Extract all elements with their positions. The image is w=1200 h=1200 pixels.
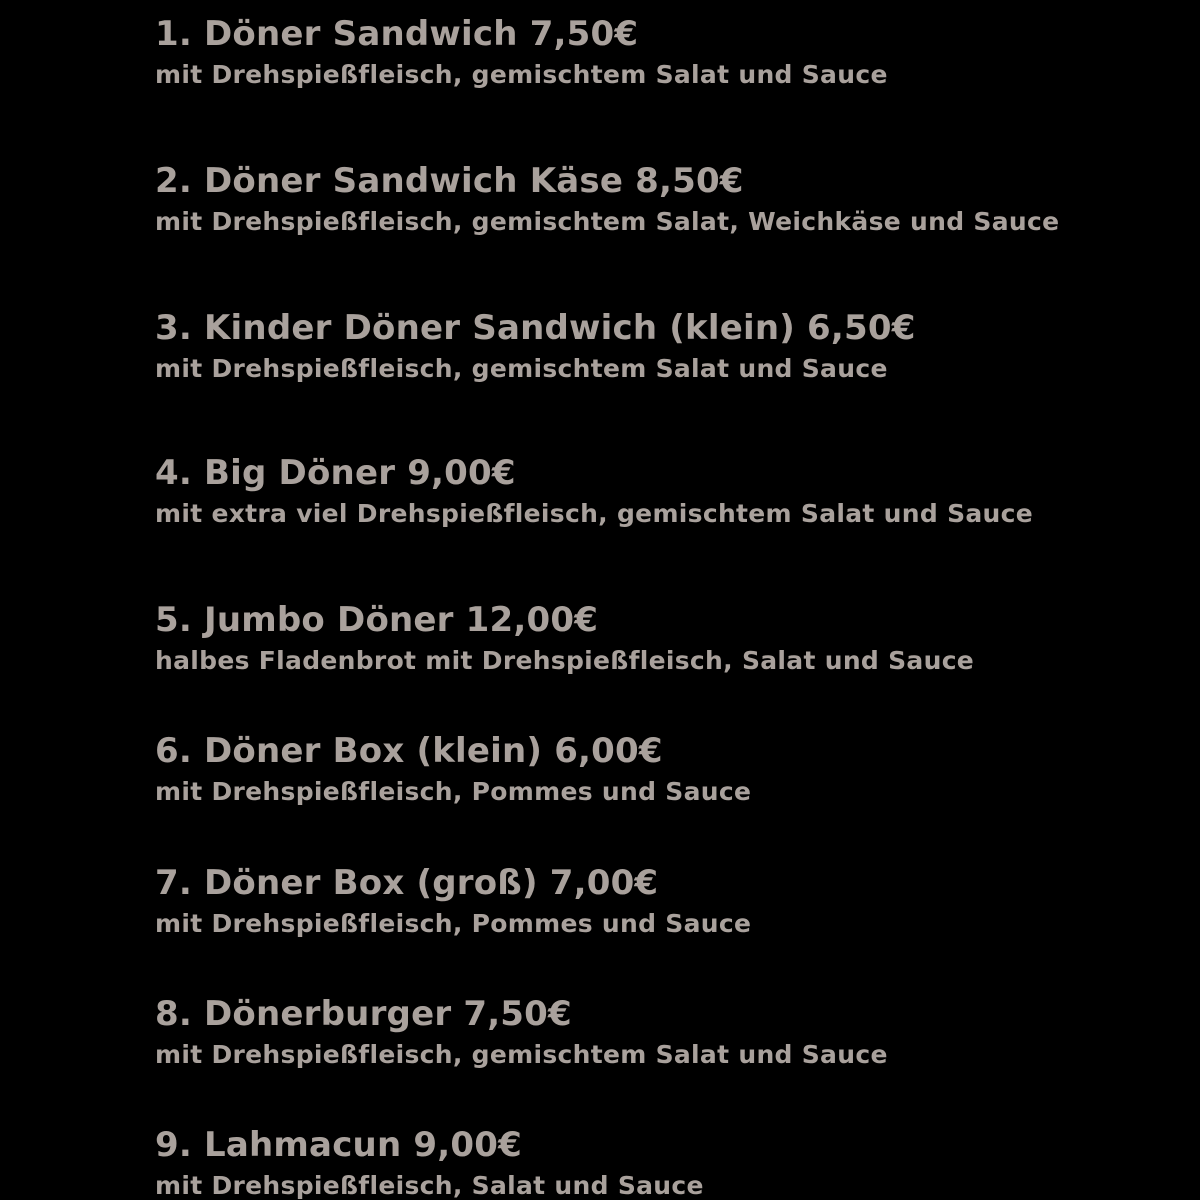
menu-item-title: 7. Döner Box (groß) 7,00€	[155, 863, 659, 903]
menu-item	[155, 863, 751, 939]
menu-item-description: mit Drehspießfleisch, gemischtem Salat und Sauce	[155, 354, 888, 383]
menu-item-description: mit Drehspießfleisch, gemischtem Salat und Sauce	[155, 1040, 888, 1069]
menu-item-description: mit extra viel Drehspießfleisch, gemischtem Salat und Sauce	[155, 499, 1034, 528]
menu-item-title: 8. Dönerburger 7,50€	[155, 994, 572, 1034]
menu-item-title: 6. Döner Box (klein) 6,00€	[155, 731, 663, 771]
menu-item-title: 5. Jumbo Döner 12,00€	[155, 600, 599, 640]
menu-item-title: 3. Kinder Döner Sandwich (klein) 6,50€	[155, 308, 916, 348]
menu-item	[155, 731, 751, 807]
menu-item-description: mit Drehspießfleisch, Salat und Sauce	[155, 1171, 704, 1200]
menu-item-title: 1. Döner Sandwich 7,50€	[155, 14, 639, 54]
menu-item-description: mit Drehspießfleisch, Pommes und Sauce	[155, 777, 752, 806]
menu-item-description: halbes Fladenbrot mit Drehspießfleisch, Salat und Sauce	[155, 646, 975, 675]
menu-item	[155, 600, 974, 676]
menu-item-description: mit Drehspießfleisch, Pommes und Sauce	[155, 909, 752, 938]
menu-item-title: 2. Döner Sandwich Käse 8,50€	[155, 161, 744, 201]
menu-item	[155, 994, 888, 1070]
menu-item-title: 9. Lahmacun 9,00€	[155, 1125, 522, 1165]
menu-item	[155, 14, 888, 90]
menu-item-title: 4. Big Döner 9,00€	[155, 453, 516, 493]
menu-item-description: mit Drehspießfleisch, gemischtem Salat, Weichkäse und Sauce	[155, 207, 1060, 236]
menu-item-description: mit Drehspießfleisch, gemischtem Salat und Sauce	[155, 60, 888, 89]
menu-item	[155, 161, 1059, 237]
menu-item	[155, 453, 1033, 529]
menu-item	[155, 1125, 704, 1200]
menu-item	[155, 308, 916, 384]
